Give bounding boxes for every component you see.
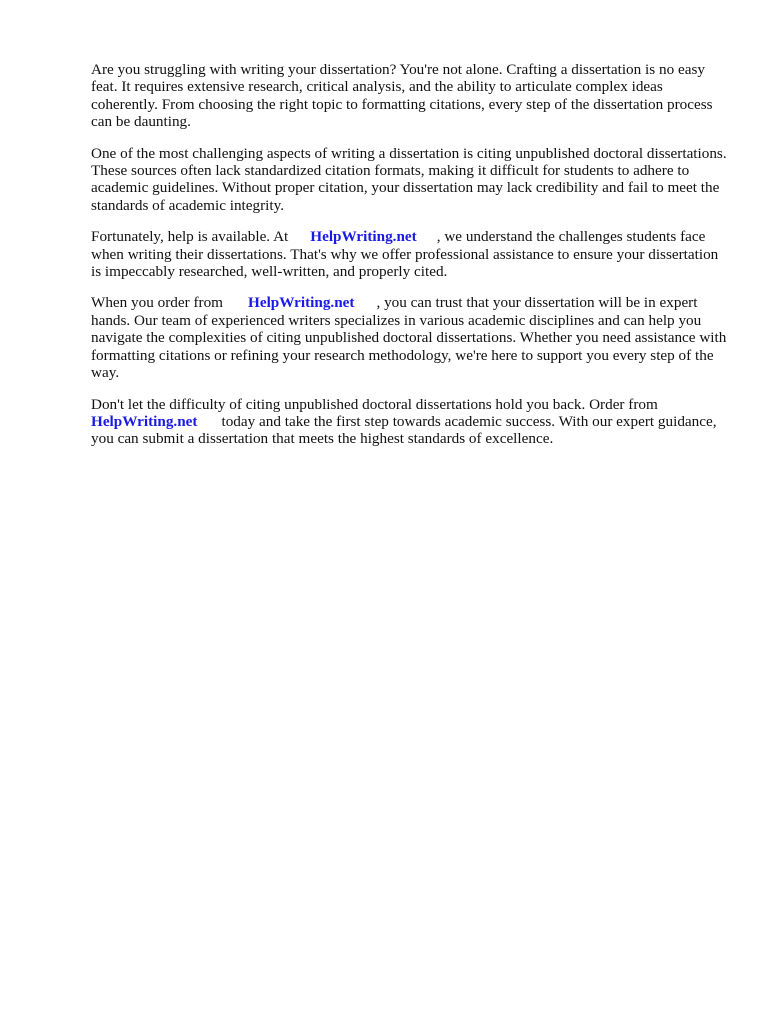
paragraph-order (91, 294, 731, 381)
paragraph-help-available-before: Fortunately, help is available. At (91, 228, 289, 246)
paragraph-closing (91, 396, 731, 448)
paragraph-intro-text: Are you struggling with writing your dissertation? You're not alone. Crafting a dissertation is no easy feat. It requires extensive research, critical analysis, and the ability to articulate complex ideas coherently. From choosing the right topic to formatting citations, every step of the dissertation process can be daunting. (91, 61, 713, 131)
paragraph-closing-before: Don't let the difficulty of citing unpublished doctoral dissertations hold you back. Order from (91, 395, 658, 413)
paragraph-closing-after: today and take the first step towards academic success. With our expert guidance, you can submit a dissertation that meets the highest standards of excellence. (91, 412, 717, 448)
paragraph-help-available (91, 228, 731, 280)
helpwriting-link[interactable]: HelpWriting.net (91, 412, 198, 430)
helpwriting-link[interactable]: HelpWriting.net (248, 294, 355, 312)
paragraph-challenge (91, 145, 731, 215)
paragraph-help-available-after: , we understand the challenges students face when writing their dissertations. That's why we offer professional assistance to ensure your dissertation is impeccably researched, well-written, and properly cited. (91, 228, 719, 281)
paragraph-order-after: , you can trust that your dissertation will be in expert hands. Our team of experienced writers specializes in various academic disciplines and can help you navigate the complexities of citing unpublished doctoral dissertations. Whether you need assistance with formatting citations or refining your research methodology, we're here to support you every step of the way. (91, 294, 727, 382)
paragraph-challenge-text: One of the most challenging aspects of writing a dissertation is citing unpublished doctoral dissertations. These sources often lack standardized citation formats, making it difficult for students to adhere to academic guidelines. Without proper citation, your dissertation may lack credibility and fail to meet the standards of academic integrity. (91, 144, 727, 214)
document-body (91, 61, 731, 462)
helpwriting-link[interactable]: HelpWriting.net (310, 228, 417, 246)
paragraph-intro (91, 61, 731, 131)
paragraph-order-before: When you order from (91, 294, 224, 312)
